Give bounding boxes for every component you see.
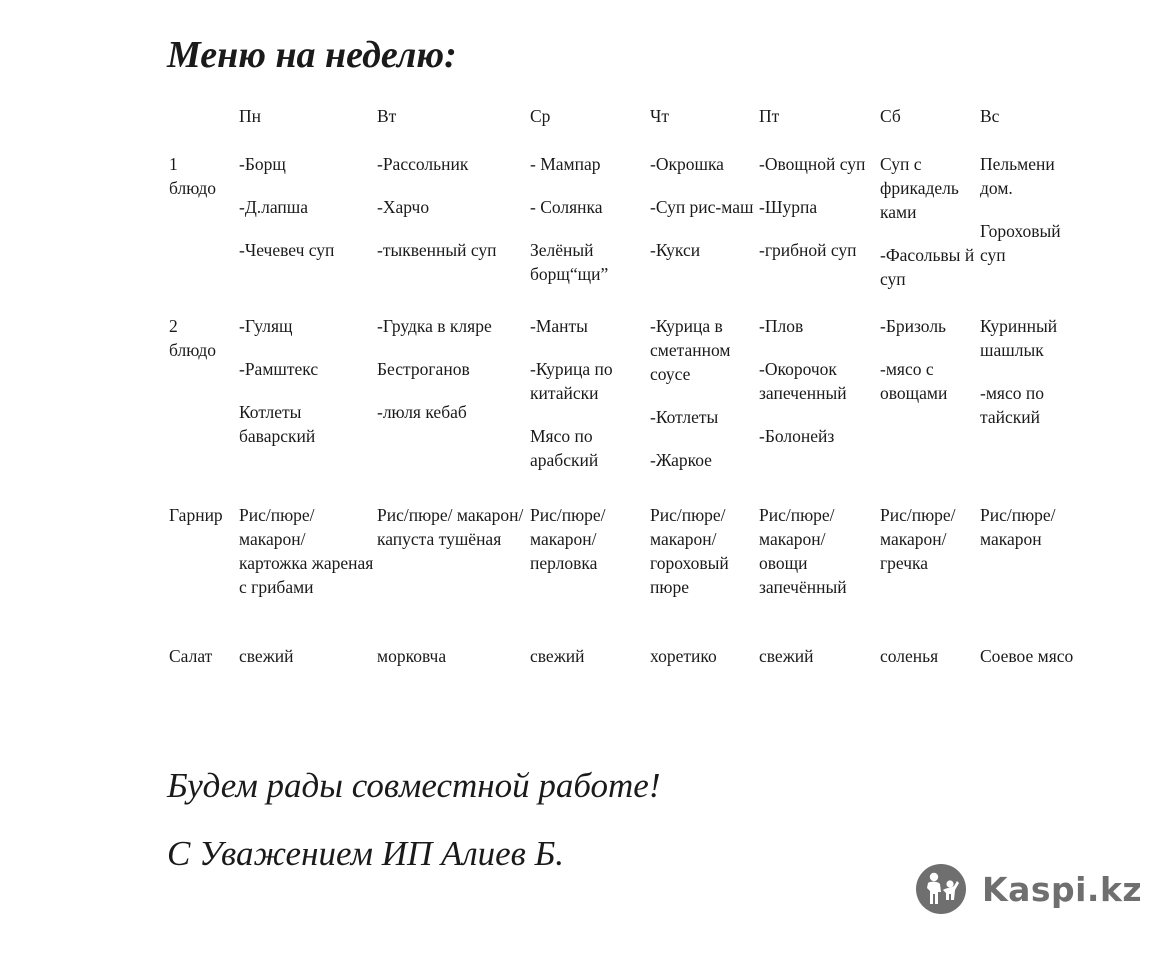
menu-cell	[880, 314, 975, 405]
dish-item: хоретико	[650, 646, 717, 666]
menu-cell	[377, 314, 527, 424]
dish-item: Мясо по арабский	[530, 426, 599, 470]
menu-cell	[650, 314, 755, 472]
kaspi-people-icon	[916, 864, 966, 914]
menu-cell	[650, 503, 755, 599]
day-header: Чт	[650, 106, 670, 126]
day-header: Пн	[239, 106, 262, 126]
dish-item: Рис/пюре/ макарон/ картожка жареная с грибами	[239, 505, 374, 597]
dish-item: -люля кебаб	[377, 402, 467, 422]
dish-item: Бестроганов	[377, 359, 470, 379]
dish-item: -Чечевеч суп	[239, 240, 335, 260]
dish-item: Котлеты баварский	[239, 402, 316, 446]
dish-item: -Овощной суп	[759, 154, 866, 174]
menu-cell	[530, 152, 645, 286]
row-label-line: Салат	[169, 646, 213, 666]
dish-item: -Жаркое	[650, 450, 712, 470]
day-header: Вс	[980, 106, 1000, 126]
menu-cell	[239, 503, 374, 599]
dish-item: -Грудка в кляре	[377, 316, 492, 336]
menu-cell	[759, 644, 874, 668]
dish-item: -Окрошка	[650, 154, 724, 174]
dish-item: -Харчо	[377, 197, 430, 217]
dish-item: -Бризоль	[880, 316, 947, 336]
row-label	[169, 314, 237, 362]
row-label	[169, 152, 237, 200]
dish-item: -Котлеты	[650, 407, 719, 427]
menu-cell	[530, 644, 645, 668]
menu-cell	[980, 314, 1080, 429]
row-label-line: Гарнир	[169, 505, 223, 525]
dish-item: -Гулящ	[239, 316, 293, 336]
menu-cell	[980, 644, 1080, 668]
day-header: Сб	[880, 106, 901, 126]
day-header: Вт	[377, 106, 397, 126]
menu-cell	[759, 503, 874, 599]
menu-cell	[880, 503, 975, 575]
row-label-line: блюдо	[169, 178, 217, 198]
row-label-line: блюдо	[169, 340, 217, 360]
dish-item: -Борщ	[239, 154, 286, 174]
dish-item: Рис/пюре/ макарон/ гречка	[880, 505, 956, 573]
dish-item: морковча	[377, 646, 447, 666]
dish-item: -Курица по китайски	[530, 359, 613, 403]
kaspi-watermark	[916, 864, 1142, 914]
menu-cell	[239, 644, 374, 668]
menu-cell	[530, 314, 645, 472]
row-label-line: 1	[169, 154, 178, 174]
dish-item: -мясо по тайский	[980, 383, 1044, 427]
dish-item: -Кукси	[650, 240, 701, 260]
dish-item: Рис/пюре/ макарон/ перловка	[530, 505, 606, 573]
dish-item: Рис/пюре/ макарон/ гороховый пюре	[650, 505, 729, 597]
dish-item: -тыквенный суп	[377, 240, 497, 260]
dish-item: Рис/пюре/ макарон/капуста тушёная	[377, 505, 524, 549]
day-header: Пт	[759, 106, 780, 126]
dish-item: -Рассольник	[377, 154, 469, 174]
menu-cell	[650, 152, 755, 262]
dish-item: -Плов	[759, 316, 804, 336]
dish-item: -Окорочок запеченный	[759, 359, 847, 403]
menu-cell	[980, 503, 1080, 551]
menu-cell	[880, 152, 975, 291]
menu-cell	[377, 503, 527, 551]
menu-cell	[239, 314, 374, 448]
row-label	[169, 644, 237, 668]
dish-item: -Суп рис-маш	[650, 197, 754, 217]
dish-item: -Д.лапша	[239, 197, 309, 217]
menu-cell	[530, 503, 645, 575]
dish-item: Куринный шашлык	[980, 316, 1058, 360]
dish-item: Соевое мясо	[980, 646, 1074, 666]
dish-item: -Болонейз	[759, 426, 835, 446]
dish-item: свежий	[239, 646, 294, 666]
dish-item: -грибной суп	[759, 240, 857, 260]
menu-cell	[377, 152, 527, 262]
dish-item: Рис/пюре/ макарон/ овощи запечённый	[759, 505, 847, 597]
dish-item: Зелёный борщ“щи”	[530, 240, 609, 284]
dish-item: - Мампар	[530, 154, 601, 174]
dish-item: свежий	[759, 646, 814, 666]
dish-item: - Солянка	[530, 197, 603, 217]
dish-item: -Курица в сметанном соусе	[650, 316, 731, 384]
page-title: Меню на неделю:	[167, 34, 457, 76]
menu-cell	[880, 644, 975, 668]
dish-item: -Шурпа	[759, 197, 818, 217]
row-label-line: 2	[169, 316, 178, 336]
kaspi-logo-text: Kaspi.kz	[982, 869, 1143, 909]
closing-line-2: С Уважением ИП Алиев Б.	[167, 834, 565, 873]
dish-item: -Манты	[530, 316, 588, 336]
menu-cell	[980, 152, 1080, 267]
dish-item: -Рамштекс	[239, 359, 319, 379]
menu-cell	[377, 644, 527, 668]
dish-item: -мясо с овощами	[880, 359, 948, 403]
dish-item: Гороховый суп	[980, 221, 1061, 265]
menu-cell	[650, 644, 755, 668]
closing-line-1: Будем рады совместной работе!	[167, 766, 661, 805]
menu-cell	[239, 152, 374, 262]
dish-item: -Фасольвы й суп	[880, 245, 975, 289]
dish-item: Суп с фрикадель ками	[880, 154, 959, 222]
menu-cell	[759, 152, 874, 262]
dish-item: Рис/пюре/ макарон	[980, 505, 1056, 549]
row-label	[169, 503, 237, 527]
dish-item: свежий	[530, 646, 585, 666]
dish-item: Пельмени дом.	[980, 154, 1055, 198]
dish-item: соленья	[880, 646, 939, 666]
menu-cell	[759, 314, 874, 448]
day-header: Ср	[530, 106, 551, 126]
